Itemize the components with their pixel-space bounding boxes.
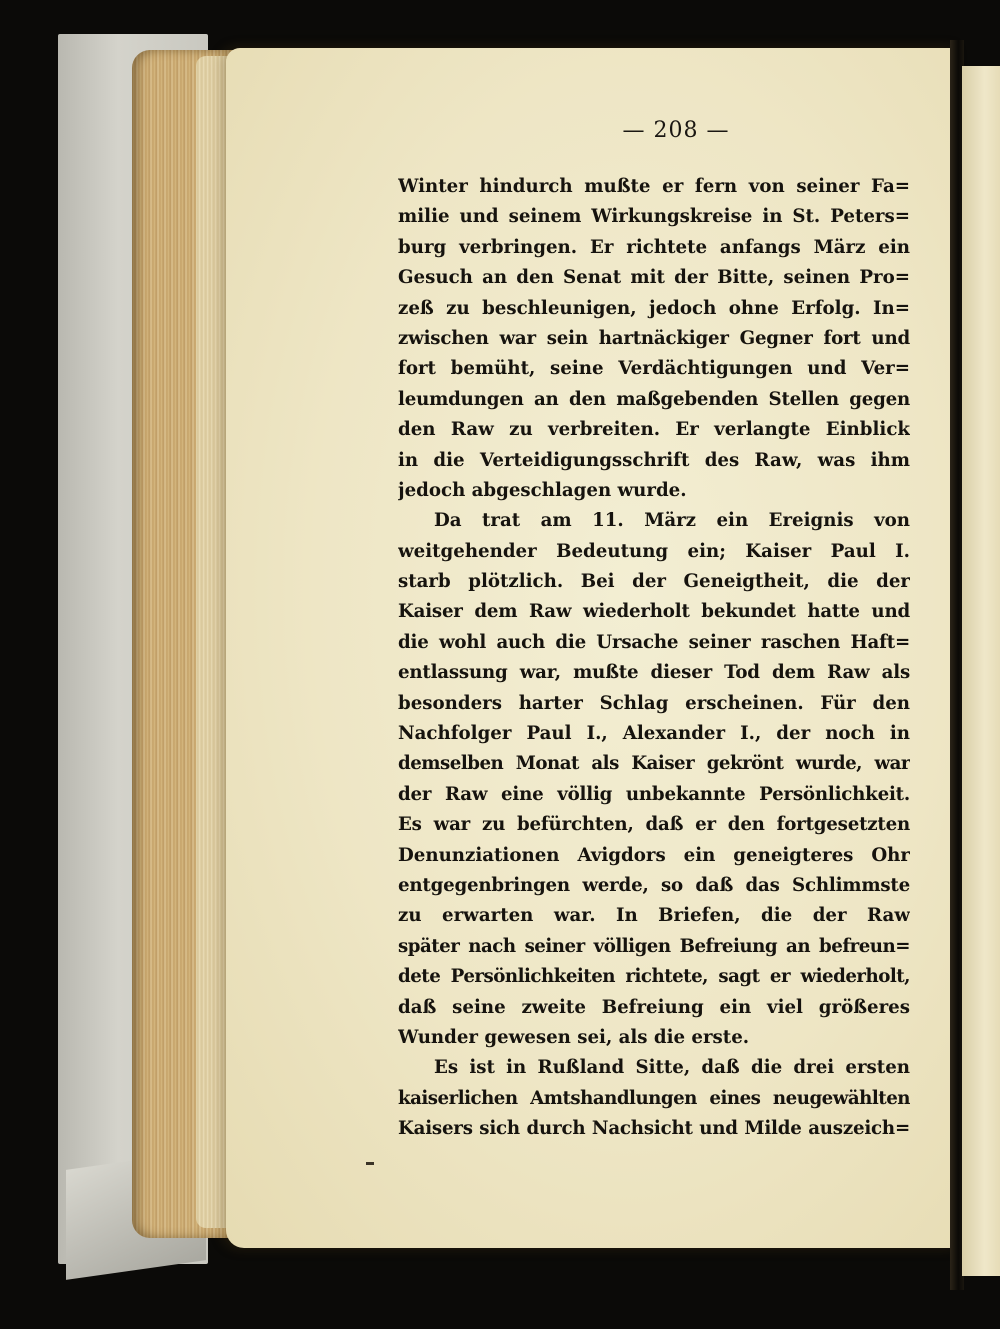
text-line: burg verbringen. Er richtete anfangs März ein — [398, 236, 910, 258]
text-line: zwischen war sein hartnäckiger Gegner fort und — [398, 327, 910, 349]
text-line: Wunder gewesen sei, als die erste. — [398, 1026, 750, 1048]
text-line: Gesuch an den Senat mit der Bitte, seinen Pro= — [398, 267, 910, 289]
text-line: jedoch abgeschlagen wurde. — [398, 479, 687, 501]
text-line: Es war zu befürchten, daß er den fortgesetzten — [398, 814, 910, 836]
text-line: fort bemüht, seine Verdächtigungen und Ver= — [398, 358, 910, 380]
text-line: später nach seiner völligen Befreiung an befreun= — [398, 935, 910, 957]
text-line: besonders harter Schlag erscheinen. Für den — [398, 692, 910, 714]
text-line: zeß zu beschleunigen, jedoch ohne Erfolg. In= — [398, 297, 910, 319]
text-line: in die Verteidigungsschrift des Raw, was ihm — [398, 449, 910, 471]
text-line: die wohl auch die Ursache seiner raschen Haft= — [398, 631, 910, 653]
facing-page-edge — [962, 66, 1000, 1276]
text-line: zu erwarten war. In Briefen, die der Raw — [398, 905, 910, 927]
text-line: milie und seinem Wirkungskreise in St. Peters= — [398, 206, 910, 228]
text-line: Da trat am 11. März ein Ereignis von — [434, 510, 910, 532]
text-line: daß seine zweite Befreiung ein viel größeres — [398, 996, 910, 1018]
page-number: — 208 — — [622, 118, 730, 143]
text-line: Es ist in Rußland Sitte, daß die drei ersten — [434, 1057, 910, 1079]
text-line: entgegenbringen werde, so daß das Schlimmste — [398, 874, 910, 896]
body-text — [398, 172, 910, 1140]
text-line: Kaiser dem Raw wiederholt bekundet hatte und — [398, 601, 910, 623]
text-line: Kaisers sich durch Nachsicht und Milde auszeich= — [398, 1118, 910, 1140]
ink-mark — [366, 1162, 374, 1165]
text-line: leumdungen an den maßgebenden Stellen gegen — [398, 388, 910, 410]
text-line: der Raw eine völlig unbekannte Persönlichkeit. — [398, 783, 910, 805]
text-line: entlassung war, mußte dieser Tod dem Raw als — [398, 662, 910, 684]
text-line: Nachfolger Paul I., Alexander I., der noch in — [398, 723, 910, 745]
text-line: demselben Monat als Kaiser gekrönt wurde, war — [398, 753, 910, 775]
text-line: starb plötzlich. Bei der Geneigtheit, die der — [398, 571, 910, 593]
text-line: weitgehender Bedeutung ein; Kaiser Paul I. — [398, 540, 910, 562]
text-line: Denunziationen Avigdors ein geneigteres Ohr — [398, 844, 910, 866]
text-line: kaiserlichen Amtshandlungen eines neugewählten — [398, 1087, 910, 1109]
text-line: dete Persönlichkeiten richtete, sagt er wiederholt, — [398, 966, 910, 988]
text-line: den Raw zu verbreiten. Er verlangte Einblick — [398, 419, 910, 441]
text-line: Winter hindurch mußte er fern von seiner Fa= — [398, 176, 910, 197]
